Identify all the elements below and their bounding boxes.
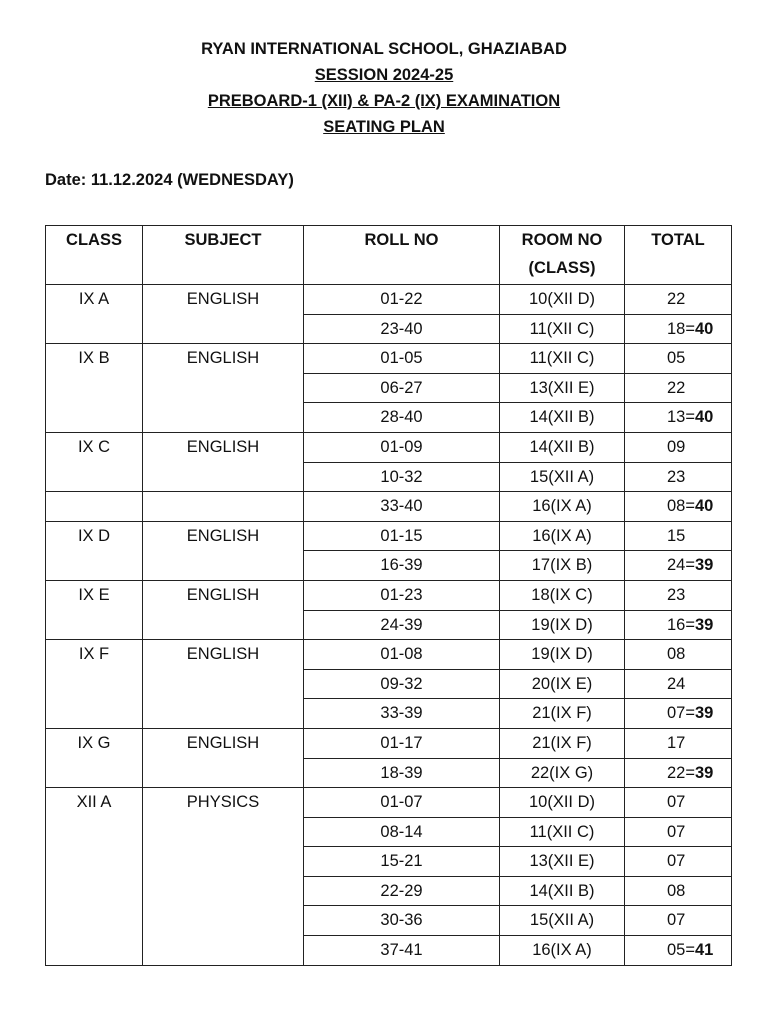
seating-plan-table <box>45 225 732 966</box>
total-cell <box>625 669 732 699</box>
room-cell: 11(XII C) <box>500 817 625 847</box>
total-value-wrap <box>625 581 685 609</box>
total-count: 07 <box>667 822 686 841</box>
document-header <box>0 36 768 140</box>
table-header-row <box>46 226 732 285</box>
room-cell: 11(XII C) <box>500 314 625 344</box>
total-count: 23 <box>667 585 686 604</box>
class-cell: IX G <box>46 728 143 787</box>
class-cell: IX F <box>46 640 143 729</box>
total-cell <box>625 936 732 966</box>
roll-cell: 22-29 <box>304 876 500 906</box>
table-row <box>46 521 732 551</box>
column-header-total: TOTAL <box>625 226 732 285</box>
subject-cell: ENGLISH <box>143 521 304 580</box>
total-sum: 39 <box>695 556 714 575</box>
room-cell: 15(XII A) <box>500 906 625 936</box>
roll-cell: 23-40 <box>304 314 500 344</box>
roll-cell: 10-32 <box>304 462 500 492</box>
total-count: 07= <box>667 704 695 723</box>
total-cell <box>625 492 732 522</box>
roll-cell: 15-21 <box>304 847 500 877</box>
table-row <box>46 432 732 462</box>
total-value-wrap <box>625 788 685 816</box>
total-value-wrap <box>625 433 685 461</box>
total-value-wrap <box>625 551 713 579</box>
total-count: 05= <box>667 941 695 960</box>
room-cell: 14(XII B) <box>500 403 625 433</box>
roll-cell: 01-17 <box>304 728 500 758</box>
subject-cell: ENGLISH <box>143 640 304 729</box>
total-sum: 41 <box>695 941 714 960</box>
total-sum: 39 <box>695 704 714 723</box>
total-count: 15 <box>667 526 686 545</box>
column-header-class: CLASS <box>46 226 143 285</box>
total-count: 22 <box>667 378 686 397</box>
total-cell <box>625 403 732 433</box>
total-count: 24= <box>667 556 695 575</box>
room-cell: 21(IX F) <box>500 699 625 729</box>
total-cell <box>625 640 732 670</box>
total-cell <box>625 344 732 374</box>
total-cell <box>625 551 732 581</box>
class-cell: IX E <box>46 580 143 639</box>
column-header-room <box>500 226 625 285</box>
total-value-wrap <box>625 670 685 698</box>
total-value-wrap <box>625 906 685 934</box>
class-cell: IX D <box>46 521 143 580</box>
subject-cell: ENGLISH <box>143 285 304 344</box>
room-cell: 20(IX E) <box>500 669 625 699</box>
roll-cell: 01-05 <box>304 344 500 374</box>
total-cell <box>625 699 732 729</box>
class-cell: XII A <box>46 788 143 966</box>
total-count: 08 <box>667 645 686 664</box>
roll-cell: 01-07 <box>304 788 500 818</box>
total-sum: 40 <box>695 497 714 516</box>
table-body <box>46 285 732 966</box>
total-count: 05 <box>667 349 686 368</box>
subject-cell: PHYSICS <box>143 788 304 966</box>
room-cell: 16(IX A) <box>500 521 625 551</box>
total-sum: 40 <box>695 408 714 427</box>
total-value-wrap <box>625 315 713 343</box>
exam-title: PREBOARD-1 (XII) & PA-2 (IX) EXAMINATION <box>207 92 561 110</box>
total-cell <box>625 432 732 462</box>
total-sum: 39 <box>695 615 714 634</box>
session-title: SESSION 2024-25 <box>314 66 454 84</box>
room-cell: 22(IX G) <box>500 758 625 788</box>
plan-title: SEATING PLAN <box>323 118 445 136</box>
room-cell: 14(XII B) <box>500 876 625 906</box>
total-value-wrap <box>625 285 685 313</box>
table-row <box>46 344 732 374</box>
total-count: 22= <box>667 763 695 782</box>
total-value-wrap <box>625 522 685 550</box>
table-row <box>46 492 732 522</box>
subject-cell: ENGLISH <box>143 432 304 491</box>
total-count: 08= <box>667 497 695 516</box>
roll-cell: 01-08 <box>304 640 500 670</box>
total-value-wrap <box>625 463 685 491</box>
total-count: 08 <box>667 881 686 900</box>
column-header-roll: ROLL NO <box>304 226 500 285</box>
roll-cell: 28-40 <box>304 403 500 433</box>
subject-cell: ENGLISH <box>143 728 304 787</box>
school-name: RYAN INTERNATIONAL SCHOOL, GHAZIABAD <box>201 40 567 58</box>
roll-cell: 18-39 <box>304 758 500 788</box>
total-count: 18= <box>667 319 695 338</box>
total-cell <box>625 788 732 818</box>
total-cell <box>625 521 732 551</box>
total-count: 07 <box>667 911 686 930</box>
room-cell: 13(XII E) <box>500 373 625 403</box>
total-value-wrap <box>625 374 685 402</box>
column-header-room-line1: ROOM NO <box>521 231 603 249</box>
column-header-room-line2: (CLASS) <box>528 259 596 277</box>
room-cell: 11(XII C) <box>500 344 625 374</box>
room-cell: 16(IX A) <box>500 936 625 966</box>
roll-cell: 16-39 <box>304 551 500 581</box>
total-cell <box>625 758 732 788</box>
room-cell: 13(XII E) <box>500 847 625 877</box>
room-cell: 19(IX D) <box>500 640 625 670</box>
total-count: 07 <box>667 793 686 812</box>
table-row <box>46 580 732 610</box>
roll-cell: 33-40 <box>304 492 500 522</box>
room-cell: 10(XII D) <box>500 285 625 315</box>
total-cell <box>625 373 732 403</box>
roll-cell: 08-14 <box>304 817 500 847</box>
table-row <box>46 728 732 758</box>
room-cell: 19(IX D) <box>500 610 625 640</box>
roll-cell: 06-27 <box>304 373 500 403</box>
room-cell: 18(IX C) <box>500 580 625 610</box>
column-header-subject: SUBJECT <box>143 226 304 285</box>
total-cell <box>625 906 732 936</box>
total-value-wrap <box>625 877 685 905</box>
total-count: 09 <box>667 437 686 456</box>
total-count: 24 <box>667 674 686 693</box>
total-cell <box>625 876 732 906</box>
total-sum: 39 <box>695 763 714 782</box>
roll-cell: 30-36 <box>304 906 500 936</box>
table-row <box>46 640 732 670</box>
roll-cell: 01-23 <box>304 580 500 610</box>
total-cell <box>625 314 732 344</box>
room-cell: 15(XII A) <box>500 462 625 492</box>
total-cell <box>625 285 732 315</box>
subject-cell: ENGLISH <box>143 580 304 639</box>
roll-cell: 01-22 <box>304 285 500 315</box>
roll-cell: 01-15 <box>304 521 500 551</box>
subject-cell: ENGLISH <box>143 344 304 433</box>
room-cell: 14(XII B) <box>500 432 625 462</box>
table-row <box>46 788 732 818</box>
roll-cell: 09-32 <box>304 669 500 699</box>
class-cell: IX C <box>46 432 143 491</box>
roll-cell: 33-39 <box>304 699 500 729</box>
total-value-wrap <box>625 847 685 875</box>
roll-cell: 01-09 <box>304 432 500 462</box>
total-cell <box>625 817 732 847</box>
roll-cell: 24-39 <box>304 610 500 640</box>
room-cell: 21(IX F) <box>500 728 625 758</box>
class-cell: IX B <box>46 344 143 433</box>
total-count: 22 <box>667 290 686 308</box>
table-row <box>46 285 732 315</box>
total-value-wrap <box>625 936 713 964</box>
total-value-wrap <box>625 699 713 727</box>
total-value-wrap <box>625 818 685 846</box>
class-cell: IX A <box>46 285 143 344</box>
subject-cell <box>143 492 304 522</box>
total-value-wrap <box>625 611 713 639</box>
total-value-wrap <box>625 640 685 668</box>
total-value-wrap <box>625 729 685 757</box>
exam-date: Date: 11.12.2024 (WEDNESDAY) <box>45 171 294 189</box>
total-count: 17 <box>667 733 686 752</box>
room-cell: 10(XII D) <box>500 788 625 818</box>
total-cell <box>625 847 732 877</box>
room-cell: 16(IX A) <box>500 492 625 522</box>
total-count: 13= <box>667 408 695 427</box>
total-value-wrap <box>625 759 713 787</box>
total-count: 23 <box>667 467 686 486</box>
total-sum: 40 <box>695 319 714 338</box>
total-cell <box>625 462 732 492</box>
total-value-wrap <box>625 344 685 372</box>
roll-cell: 37-41 <box>304 936 500 966</box>
total-value-wrap <box>625 403 713 431</box>
total-cell <box>625 610 732 640</box>
total-count: 16= <box>667 615 695 634</box>
room-cell: 17(IX B) <box>500 551 625 581</box>
class-cell <box>46 492 143 522</box>
total-cell <box>625 580 732 610</box>
total-value-wrap <box>625 492 713 520</box>
total-count: 07 <box>667 852 686 871</box>
total-cell <box>625 728 732 758</box>
